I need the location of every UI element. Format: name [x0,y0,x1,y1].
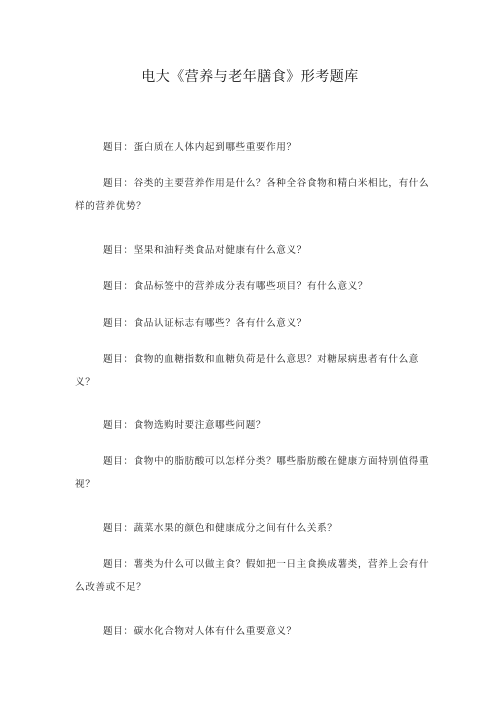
question-item: 题目：食品认证标志有哪些？各有什么意义？ [103,318,307,329]
question-item: 题目：食物的血糖指数和血糖负荷是什么意思？对糖尿病患者有什么意义？ [75,354,420,388]
question-item: 题目：食物中的脂肪酸可以怎样分类？哪些脂肪酸在健康方面特别值得重视？ [75,456,430,490]
question-item: 题目：蔬菜水果的颜色和健康成分之间有什么关系？ [103,523,338,534]
question-item: 题目：碳水化合物对人体有什么重要意义？ [103,626,297,637]
page-title: 电大《营养与老年膳食》形考题库 [141,69,359,85]
question-item: 题目：谷类的主要营养作用是什么？各种全谷食物和精白米相比，有什么样的营养优势？ [75,178,430,212]
question-item: 题目：食品标签中的营养成分表有哪些项目？有什么意义？ [103,281,369,292]
question-item: 题目：薯类为什么可以做主食？假如把一日主食换成薯类，营养上会有什么改善或不足？ [75,559,430,593]
question-item: 题目：蛋白质在人体内起到哪些重要作用？ [103,142,297,153]
question-item: 题目：坚果和油籽类食品对健康有什么意义？ [103,245,307,256]
question-item: 题目：食物选购时要注意哪些问题？ [103,420,267,431]
